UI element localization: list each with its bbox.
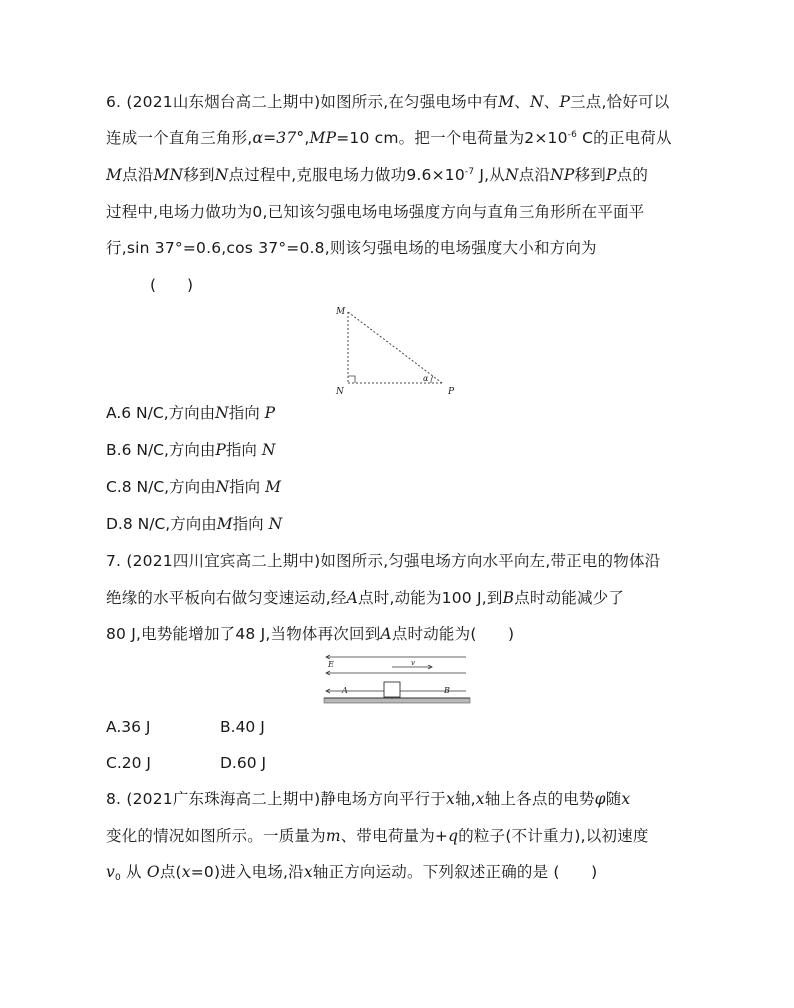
- q8-line-3: $v_0$ 从 O点(x=0)进入电场,沿x轴正方向运动。下列叙述正确的是 ( ): [106, 863, 598, 883]
- q6-source: (2021山东烟台高二上期中): [126, 93, 321, 111]
- label-m: M: [336, 307, 346, 317]
- q7-option-a[interactable]: A.36 J: [106, 718, 151, 736]
- q7-line-3: 80 J,电势能增加了48 J,当物体再次回到A点时动能为( ): [106, 625, 515, 643]
- q8-source: (2021广东珠海高二上期中): [126, 790, 321, 808]
- label-v: v: [411, 659, 415, 667]
- insulating-board: [324, 698, 470, 703]
- q7-line-1: 7. (2021四川宜宾高二上期中)如图所示,匀强电场方向水平向左,带正电的物体沿: [106, 552, 661, 570]
- q6-line-3: M点沿MN移到N点过程中,克服电场力做功$9.6\times 10^{-7}$ J,从N点沿NP移到P点的: [106, 166, 649, 184]
- q6-option-b[interactable]: B.6 N/C,方向由P指向 N: [106, 441, 276, 459]
- q6-option-c[interactable]: C.8 N/C,方向由N指向 M: [106, 478, 281, 496]
- q7-option-d[interactable]: D.60 J: [220, 754, 267, 772]
- alpha-arc: [431, 376, 433, 383]
- q7-source: (2021四川宜宾高二上期中): [126, 552, 321, 570]
- q7-option-b[interactable]: B.40 J: [220, 718, 265, 736]
- label-p: P: [448, 387, 455, 397]
- q6-line-2: 连成一个直角三角形,α=37°,MP=10 cm。把一个电荷量为$2\times 10^{-6}$ C的正电荷从: [106, 129, 672, 147]
- q8-line-2: 变化的情况如图所示。一质量为m、带电荷量为+q的粒子(不计重力),以初速度: [106, 827, 649, 845]
- q8-number: 8.: [106, 790, 122, 808]
- label-n: N: [336, 387, 344, 397]
- q6-line-5: 行,sin 37°=0.6,cos 37°=0.8,则该匀强电场的电场强度大小和方向为: [106, 239, 597, 257]
- q6-option-d[interactable]: D.8 N/C,方向由M指向 N: [106, 515, 283, 533]
- q7-field-figure: [322, 652, 472, 708]
- q7-line-2: 绝缘的水平板向右做匀变速运动,经A点时,动能为100 J,到B点时动能减少了: [106, 589, 625, 607]
- q7-number: 7.: [106, 552, 122, 570]
- right-angle-mark: [348, 376, 355, 383]
- q7-option-c[interactable]: C.20 J: [106, 754, 151, 772]
- label-e: E: [328, 660, 334, 669]
- charged-block: [384, 682, 400, 697]
- q6-number: 6.: [106, 93, 122, 111]
- label-a: A: [342, 686, 348, 695]
- label-b: B: [444, 686, 450, 695]
- q6-triangle-figure: [330, 300, 460, 400]
- q8-line-1: 8. (2021广东珠海高二上期中)静电场方向平行于x轴,x轴上各点的电势φ随x: [106, 790, 631, 808]
- mp-side: [348, 312, 442, 383]
- q6-line-4: 过程中,电场力做功为0,已知该匀强电场电场强度方向与直角三角形所在平面平: [106, 203, 645, 221]
- q6-answer-paren: ( ): [150, 276, 194, 294]
- q6-option-a[interactable]: A.6 N/C,方向由N指向 P: [106, 404, 276, 422]
- q6-line-1: 6. (2021山东烟台高二上期中)如图所示,在匀强电场中有M、N、P三点,恰好可以: [106, 93, 670, 111]
- label-alpha: α: [423, 374, 429, 383]
